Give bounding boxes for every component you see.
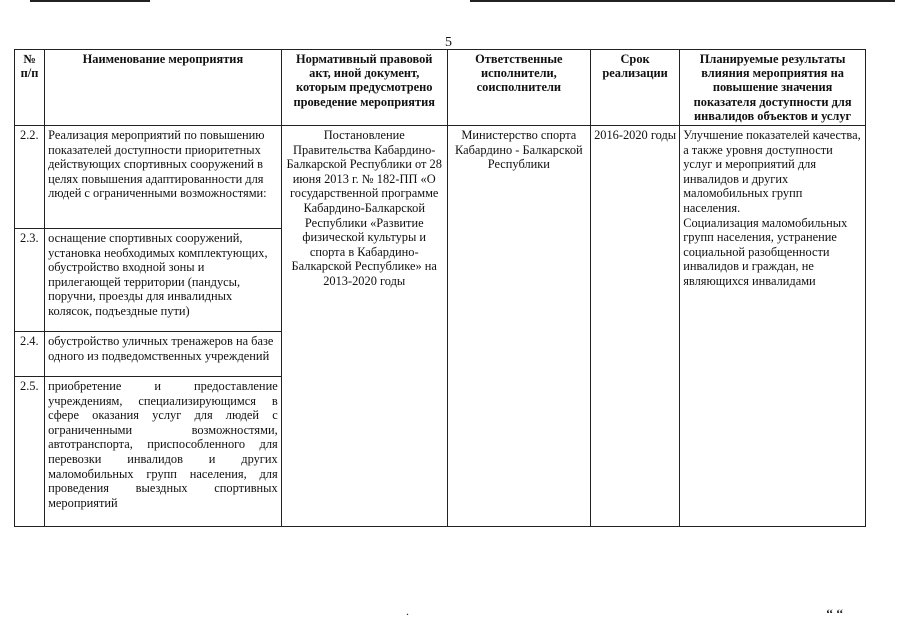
row-name: приобретение и предоставление учреждениям, специализирующимся в сфере оказания услуг для людей с ограниченными возможностями, автотранспорта, приспособленного для перевозки инвалидов и других маломобильных групп населения, для проведения выездных спортивных мероприятий [45,377,282,527]
row-name: обустройство уличных тренажеров на базе одного из подведомственных учреждений [45,332,282,377]
header-act: Нормативный правовой акт, иной документ, которым предусмотрено проведение мероприятия [281,50,447,126]
measures-table [14,49,866,527]
row-name: оснащение спортивных сооружений, установка необходимых комплектующих, обустройство входной зоны и прилегающей территории (пандусы, поручни, проезды для инвалидных колясок, подъездные пути) [45,229,282,332]
result-text-1: Улучшение показателей качества, а также уровня доступности услуг и мероприятий для инвалидов и других маломобильных групп населения. [683,128,861,215]
header-name: Наименование мероприятия [45,50,282,126]
header-term: Срок реализации [590,50,679,126]
result-cell [680,126,866,527]
scan-dot: . [406,604,409,618]
corner-mark: ‘‘ ‘‘ [826,606,844,620]
result-text-2: Социализация маломобильных групп населения, устранение социальной разобщенности инвалидов и граждан, не являющихся инвалидами [683,215,848,288]
table-row [15,126,866,229]
header-responsible: Ответственные исполнители, соисполнители [447,50,590,126]
top-rule-left [30,0,150,2]
top-rule-right [470,0,895,2]
table-header-row [15,50,866,126]
row-number: 2.2. [15,126,45,229]
row-name: Реализация мероприятий по повышению показателей доступности приоритетных действующих спортивных сооружений в целях повышения адаптированности для людей с ограниченными возможностями: [45,126,282,229]
row-number: 2.4. [15,332,45,377]
page-number: 5 [445,35,452,50]
header-number: № п/п [15,50,45,126]
row-number: 2.5. [15,377,45,527]
row-number: 2.3. [15,229,45,332]
responsible-cell: Министерство спорта Кабардино - Балкарской Республики [447,126,590,527]
act-cell: Постановление Правительства Кабардино-Балкарской Республики от 28 июня 2013 г. № 182-ПП «О государственной программе Кабардино-Балкарской Республики «Развитие физической культуры и спорта в Кабардино-Балкарской Республике» на 2013-2020 годы [281,126,447,527]
header-result: Планируемые результаты влияния мероприятия на повышение значения показателя доступности для инвалидов объектов и услуг [680,50,866,126]
term-cell: 2016-2020 годы [590,126,679,527]
